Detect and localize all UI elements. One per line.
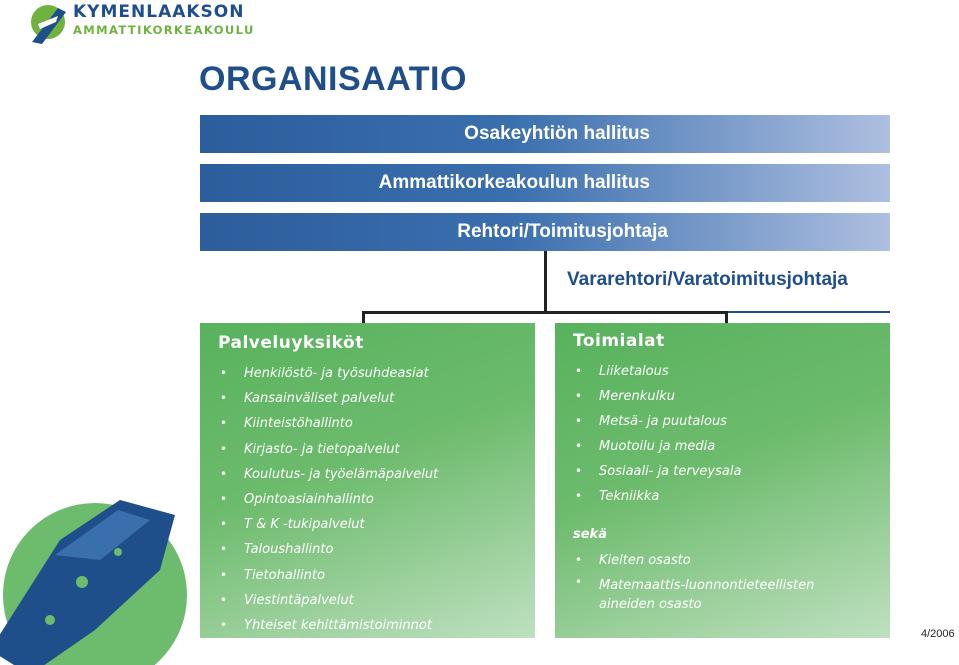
- list-item: • Kiinteistöhallinto: [218, 411, 535, 436]
- service-units-list: [218, 361, 535, 638]
- list-item: • Viestintäpalvelut: [218, 588, 535, 613]
- list-item: • Taloushallinto: [218, 537, 535, 562]
- service-units-panel: [200, 323, 535, 638]
- fields-panel: [555, 323, 890, 638]
- list-item: • T & K -tukipalvelut: [218, 512, 535, 537]
- connector-horizontal: [362, 311, 728, 314]
- list-item: • Henkilöstö- ja työsuhdeasiat: [218, 361, 535, 386]
- list-item: • Yhteiset kehittämistoiminnot: [218, 613, 535, 638]
- rector-box: Rehtori/Toimitusjohtaja: [200, 213, 890, 251]
- list-item: • Sosiaali- ja terveysala: [573, 459, 890, 484]
- list-item: • Metsä- ja puutalous: [573, 409, 890, 434]
- list-item: • Kirjasto- ja tietopalvelut: [218, 437, 535, 462]
- also-heading: sekä: [573, 527, 607, 542]
- date-label: 4/2006: [921, 628, 955, 640]
- list-item: • Liiketalous: [573, 359, 890, 384]
- board-of-university-box: Ammattikorkeakoulun hallitus: [200, 164, 890, 202]
- connector-left-drop: [362, 311, 365, 323]
- logo-name: KYMENLAAKSON: [73, 2, 245, 22]
- connector-vertical-main: [544, 251, 547, 313]
- logo-subname: AMMATTIKORKEAKOULU: [73, 23, 255, 37]
- connector-right-drop: [725, 311, 728, 323]
- vice-rector-label: Vararehtori/Varatoimitusjohtaja: [567, 269, 848, 290]
- logo-mark-icon: [28, 2, 70, 46]
- list-item: • Muotoilu ja media: [573, 434, 890, 459]
- list-item: • Opintoasiainhallinto: [218, 487, 535, 512]
- list-item: • Merenkulku: [573, 384, 890, 409]
- list-item: • Tekniikka: [573, 484, 890, 509]
- decorative-graphic: [0, 480, 200, 665]
- logo: [28, 0, 255, 48]
- page-title: ORGANISAATIO: [199, 60, 467, 98]
- service-units-title: Palveluyksiköt: [218, 333, 364, 353]
- list-item: • Tietohallinto: [218, 563, 535, 588]
- list-item: • Kielten osasto: [573, 548, 890, 573]
- list-item: • Koulutus- ja työelämäpalvelut: [218, 462, 535, 487]
- departments-list: [573, 548, 890, 614]
- list-item: • Matemaattis-luonnontieteellisten aineiden osasto: [573, 573, 819, 614]
- board-of-company-box: Osakeyhtiön hallitus: [200, 115, 890, 153]
- fields-title: Toimialat: [573, 331, 665, 351]
- fields-list: [573, 359, 890, 509]
- list-item: • Kansainväliset palvelut: [218, 386, 535, 411]
